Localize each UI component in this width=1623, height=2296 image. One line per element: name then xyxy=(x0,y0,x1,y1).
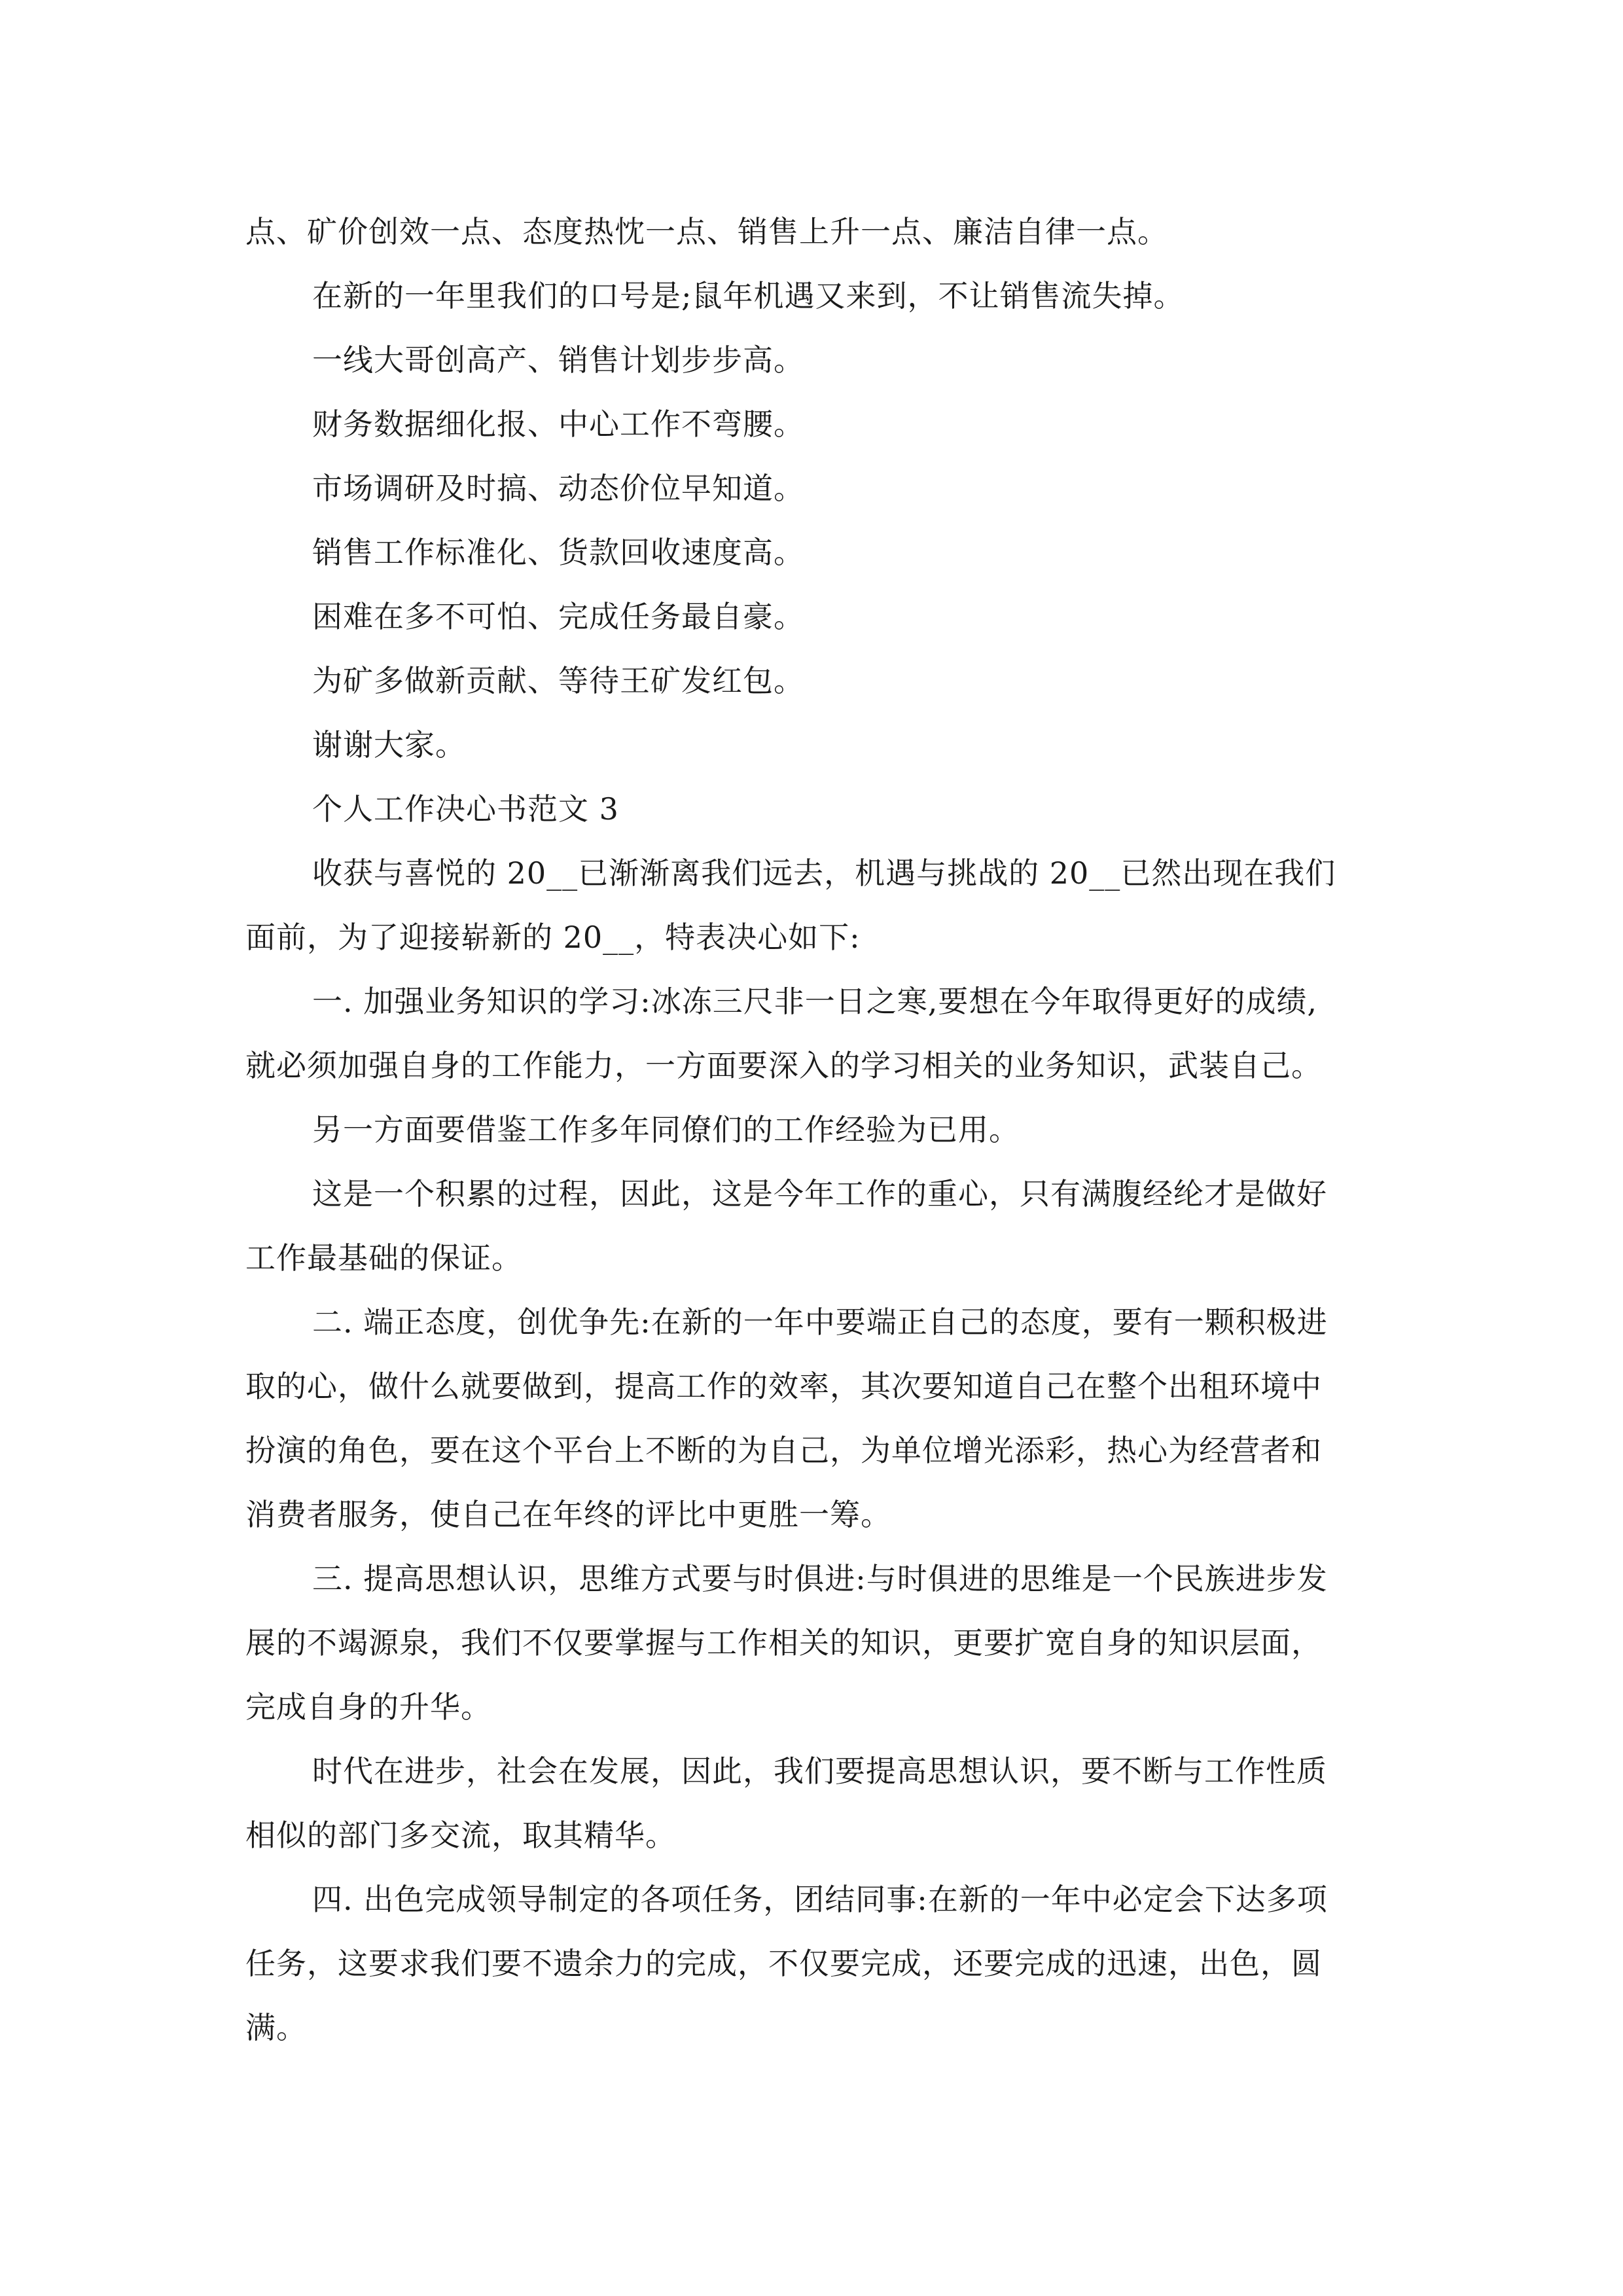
text-line: 消费者服务，使自己在年终的评比中更胜一筹。 xyxy=(245,1497,891,1532)
text-line: 一线大哥创高产、销售计划步步高。 xyxy=(312,342,804,378)
text-line: 工作最基础的保证。 xyxy=(245,1240,522,1276)
text-line: 满。 xyxy=(245,2010,307,2045)
text-line: 就必须加强自身的工作能力，一方面要深入的学习相关的业务知识，武装自己。 xyxy=(245,1048,1322,1083)
text-line: 任务，这要求我们要不遗余力的完成，不仅要完成，还要完成的迅速，出色，圆 xyxy=(245,1946,1322,1981)
text-line: 三. 提高思想认识，思维方式要与时俱进:与时俱进的思维是一个民族进步发 xyxy=(312,1561,1328,1596)
text-line: 个人工作决心书范文 3 xyxy=(312,791,619,827)
text-line: 市场调研及时搞、动态价位早知道。 xyxy=(312,471,804,506)
text-line: 点、矿价创效一点、态度热忱一点、销售上升一点、廉洁自律一点。 xyxy=(245,214,1168,249)
document-body xyxy=(245,200,1397,2060)
text-line: 展的不竭源泉，我们不仅要掌握与工作相关的知识，更要扩宽自身的知识层面， xyxy=(245,1625,1322,1660)
text-line: 四. 出色完成领导制定的各项任务，团结同事:在新的一年中必定会下达多项 xyxy=(312,1882,1328,1917)
text-line: 另一方面要借鉴工作多年同僚们的工作经验为已用。 xyxy=(312,1112,1020,1147)
text-line: 销售工作标准化、货款回收速度高。 xyxy=(312,535,804,570)
text-line: 相似的部门多交流，取其精华。 xyxy=(245,1818,676,1853)
text-line: 二. 端正态度，创优争先:在新的一年中要端正自己的态度，要有一颗积极进 xyxy=(312,1304,1328,1340)
text-line: 取的心，做什么就要做到，提高工作的效率，其次要知道自己在整个出租环境中 xyxy=(245,1369,1322,1404)
text-line: 困难在多不可怕、完成任务最自豪。 xyxy=(312,599,804,634)
text-line: 面前，为了迎接崭新的 20__，特表决心如下: xyxy=(245,920,861,955)
text-line: 收获与喜悦的 20__已渐渐离我们远去，机遇与挑战的 20__已然出现在我们 xyxy=(312,855,1336,891)
text-line: 为矿多做新贡献、等待王矿发红包。 xyxy=(312,663,804,698)
text-line: 一. 加强业务知识的学习:冰冻三尺非一日之寒,要想在今年取得更好的成绩, xyxy=(312,984,1317,1019)
text-line: 这是一个积累的过程，因此，这是今年工作的重心，只有满腹经纶才是做好 xyxy=(312,1176,1327,1211)
text-line: 时代在进步，社会在发展，因此，我们要提高思想认识，要不断与工作性质 xyxy=(312,1753,1327,1789)
text-line: 完成自身的升华。 xyxy=(245,1689,491,1725)
text-line: 在新的一年里我们的口号是;鼠年机遇又来到，不让销售流失掉。 xyxy=(312,278,1185,314)
text-line: 扮演的角色，要在这个平台上不断的为自己，为单位增光添彩，热心为经营者和 xyxy=(245,1433,1322,1468)
text-line: 谢谢大家。 xyxy=(312,727,466,762)
text-line: 财务数据细化报、中心工作不弯腰。 xyxy=(312,406,804,442)
